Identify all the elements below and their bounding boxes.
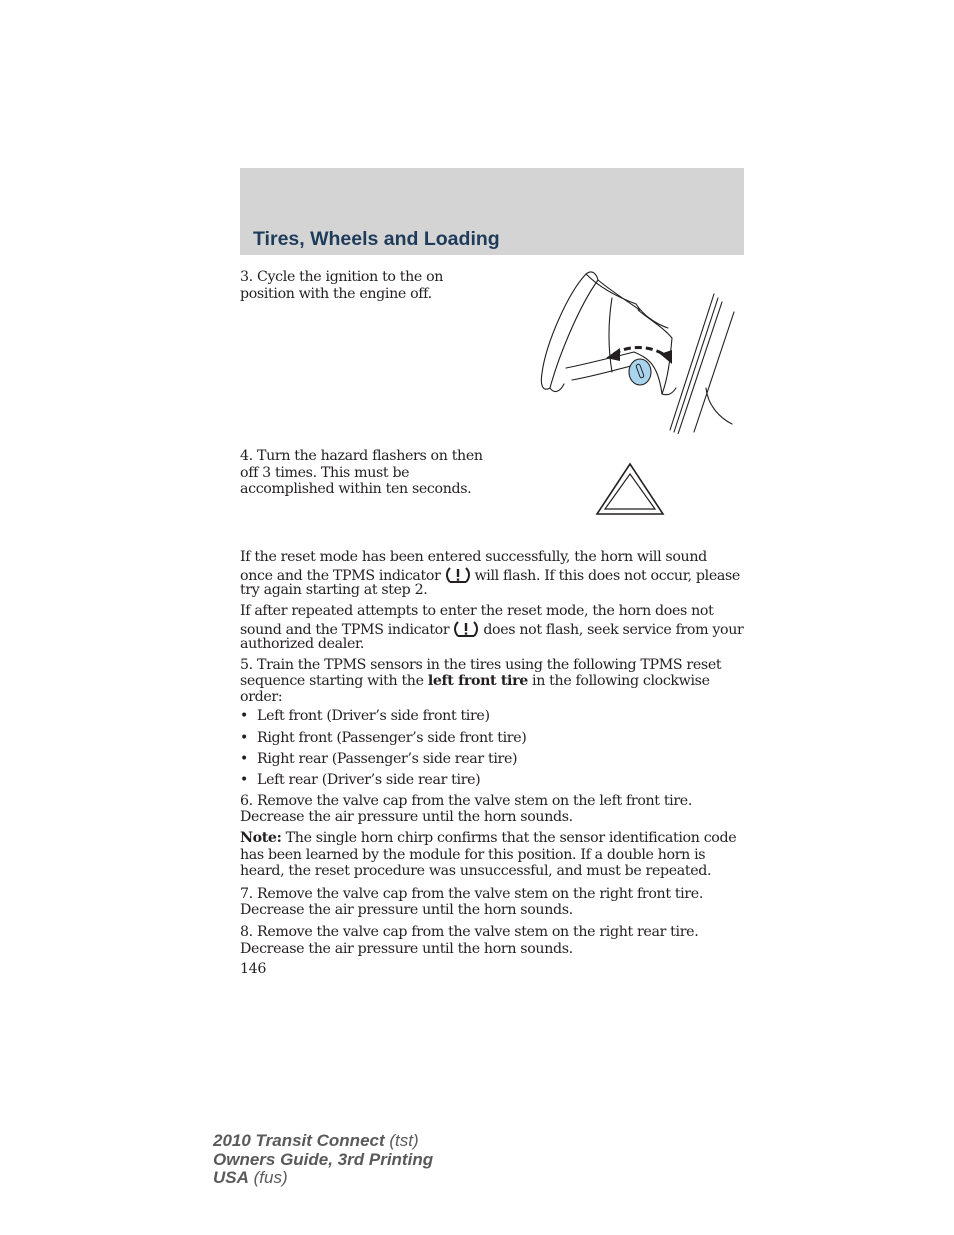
step-4-line-3: accomplished within ten seconds.	[240, 481, 472, 498]
step-8-line-2: Decrease the air pressure until the horn sounds.	[240, 941, 573, 957]
step-5-line-2: sequence starting with the left front tire in the following clockwise	[240, 673, 710, 689]
bullet-item: Left front (Driver’s side front tire)	[257, 708, 490, 724]
footer-imprint	[213, 1132, 433, 1188]
step-7-line-1: 7. Remove the valve cap from the valve stem on the right front tire.	[240, 886, 704, 902]
step-3-line-1: 3. Cycle the ignition to the on	[240, 269, 444, 285]
para-1-line-2: once and the TPMS indicator will flash. If this does not occur, please	[240, 567, 740, 584]
step-8-line-1: 8. Remove the valve cap from the valve stem on the right rear tire.	[240, 924, 699, 940]
step-6-line-1: 6. Remove the valve cap from the valve stem on the left front tire.	[240, 793, 692, 809]
footer-line-2: Owners Guide, 3rd Printing	[213, 1149, 434, 1169]
note-line-3: heard, the reset procedure was unsuccessful, and must be repeated.	[240, 863, 712, 879]
para-2-line-3: authorized dealer.	[240, 636, 365, 653]
para-1-line-3: try again starting at step 2.	[240, 582, 428, 599]
note-line-2: has been learned by the module for this position. If a double horn is	[240, 847, 706, 863]
section-title: Tires, Wheels and Loading	[253, 228, 500, 250]
hazard-triangle-icon	[595, 462, 665, 516]
page-number: 146	[240, 961, 267, 977]
bullet-item: Right front (Passenger’s side front tire)	[257, 729, 527, 746]
note-label: Note:	[240, 830, 282, 846]
bullet-marker: •	[240, 751, 249, 767]
tpms-warning-icon	[445, 566, 471, 584]
bullet-item: Left rear (Driver’s side rear tire)	[257, 772, 481, 788]
step-5-line-3: order:	[240, 689, 283, 705]
bullet-item: Right rear (Passenger’s side rear tire)	[257, 751, 518, 767]
bullet-marker: •	[240, 708, 249, 724]
bullet-marker: •	[240, 772, 249, 788]
step-7-line-2: Decrease the air pressure until the horn sounds.	[240, 902, 573, 918]
emphasis-left-front-tire: left front tire	[427, 673, 528, 689]
para-2-line-1: If after repeated attempts to enter the reset mode, the horn does not	[240, 603, 714, 619]
tpms-warning-icon	[453, 620, 479, 638]
ignition-key-illustration	[538, 268, 738, 434]
step-4-line-1: 4. Turn the hazard flashers on then	[240, 448, 483, 464]
bullet-marker: •	[240, 729, 249, 746]
step-3-line-2: position with the engine off.	[240, 285, 432, 302]
step-6-line-2: Decrease the air pressure until the horn sounds.	[240, 808, 573, 825]
step-5-line-1: 5. Train the TPMS sensors in the tires using the following TPMS reset	[240, 657, 722, 673]
note-line-1: Note: The single horn chirp confirms that the sensor identification code	[240, 830, 737, 846]
para-2-line-2: sound and the TPMS indicator does not flash, seek service from your	[240, 621, 744, 638]
footer-line-1: 2010 Transit Connect (tst)	[213, 1131, 419, 1150]
footer-line-3: USA (fus)	[213, 1168, 288, 1188]
para-1-line-1: If the reset mode has been entered successfully, the horn will sound	[240, 549, 707, 565]
step-4-line-2: off 3 times. This must be	[240, 464, 410, 481]
